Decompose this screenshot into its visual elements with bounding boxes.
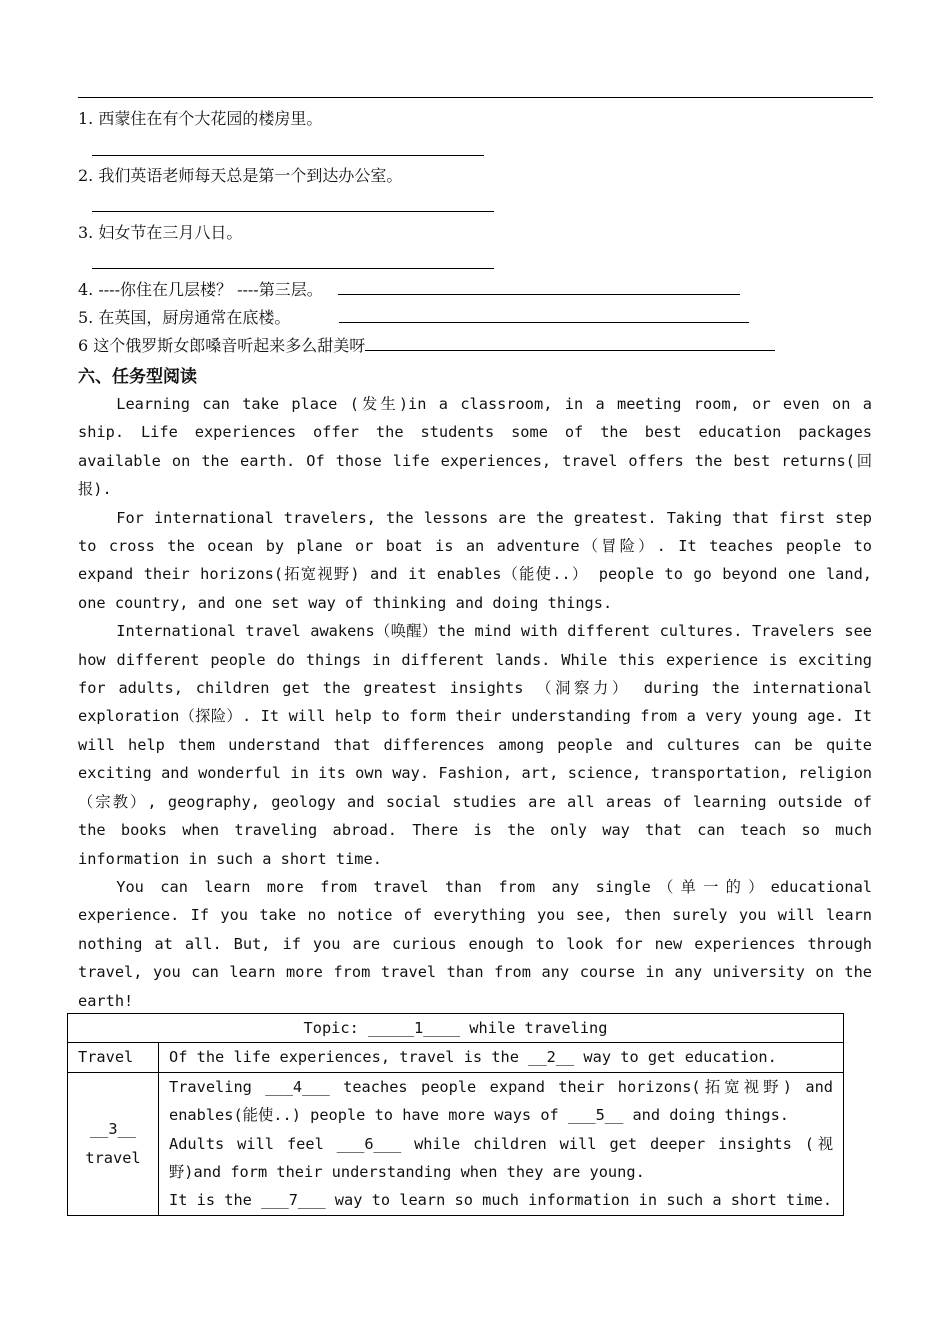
answer-line-2[interactable] — [92, 211, 494, 212]
answer-line-3[interactable] — [92, 268, 494, 269]
row2-line-3: It is the ___7___ way to learn so much information in such a short time. — [169, 1191, 833, 1210]
passage-paragraph-4: You can learn more from travel than from any single（单一的）educational experience. If you take no notice of everything you see, then surely you will learn nothing at all. But, if you are curious enough to look for new experiences through travel, you can learn more from travel than from any course in any university on the earth! — [78, 877, 872, 1010]
answer-line-4[interactable] — [338, 278, 740, 295]
answer-line-5[interactable] — [339, 306, 749, 323]
row2-line-2: Adults will feel ___6___ while children will get deeper insights (视野)and form their understanding when they are young. — [169, 1134, 833, 1182]
answer-line-6[interactable] — [365, 334, 775, 351]
row1-label: Travel — [68, 1043, 159, 1072]
row2-label-word: travel — [85, 1148, 141, 1167]
translation-item-1: 1. 西蒙住在有个大花园的楼房里。 — [78, 109, 323, 128]
translation-item-5: 5. 在英国，厨房通常在底楼。 — [78, 308, 291, 327]
passage-paragraph-2: For international travelers, the lessons are the greatest. Taking that first step to cross the ocean by plane or boat is an adventure（冒险）. It teaches people to expand their horizons(拓宽视野) and it enables（能使..） people to go beyond one land, one country, and one set way of thinking and doing things. — [78, 508, 872, 612]
translation-item-6: 6 这个俄罗斯女郎嗓音听起来多么甜美呀 — [78, 336, 366, 355]
row2-line-1: Traveling ___4___ teaches people expand their horizons(拓宽视野) and enables(能使..) people to have more ways of ___5__ and doing things. — [169, 1077, 833, 1125]
translation-item-2: 2. 我们英语老师每天总是第一个到达办公室。 — [78, 166, 403, 185]
section-heading: 六、任务型阅读 — [78, 367, 197, 387]
row2-label — [68, 1072, 159, 1215]
translation-item-4-row — [78, 278, 740, 302]
translation-item-4: 4. ----你住在几层楼？ ----第三层。 — [78, 280, 323, 299]
passage-paragraph-3: International travel awakens（唤醒）the mind with different cultures. Travelers see how different people do things in different lands. While this experience is exciting for adults, children get the greatest insights （洞察力） during the international exploration（探险）. It will help to form their understanding from a very young age. It will help them understand that differences among people and cultures can be quite exciting and wonderful in its own way. Fashion, art, science, transportation, religion（宗教）, geography, geology and social studies are all areas of learning outside of the books when traveling abroad. There is the only way that can teach so much information in such a short time. — [78, 622, 872, 868]
passage-paragraph-1: Learning can take place (发生)in a classroom, in a meeting room, or even on a ship. Life experiences offer the students some of the best education packages available on the earth. Of those life experiences, travel offers the best returns(回报). — [78, 395, 872, 499]
top-rule — [78, 97, 873, 98]
table-row — [68, 1014, 844, 1043]
table-row — [68, 1043, 844, 1072]
row2-label-blank: __3__ — [89, 1120, 137, 1139]
topic-cell: Topic: _____1____ while traveling — [68, 1014, 844, 1043]
translation-item-5-row — [78, 306, 749, 330]
answer-line-1[interactable] — [92, 155, 484, 156]
row2-text — [159, 1072, 844, 1215]
task-table — [67, 1013, 844, 1216]
reading-passage — [78, 390, 872, 1015]
row1-text: Of the life experiences, travel is the __2__ way to get education. — [159, 1043, 844, 1072]
table-row — [68, 1072, 844, 1215]
translation-item-6-row — [78, 334, 775, 358]
translation-item-3: 3. 妇女节在三月八日。 — [78, 223, 243, 242]
